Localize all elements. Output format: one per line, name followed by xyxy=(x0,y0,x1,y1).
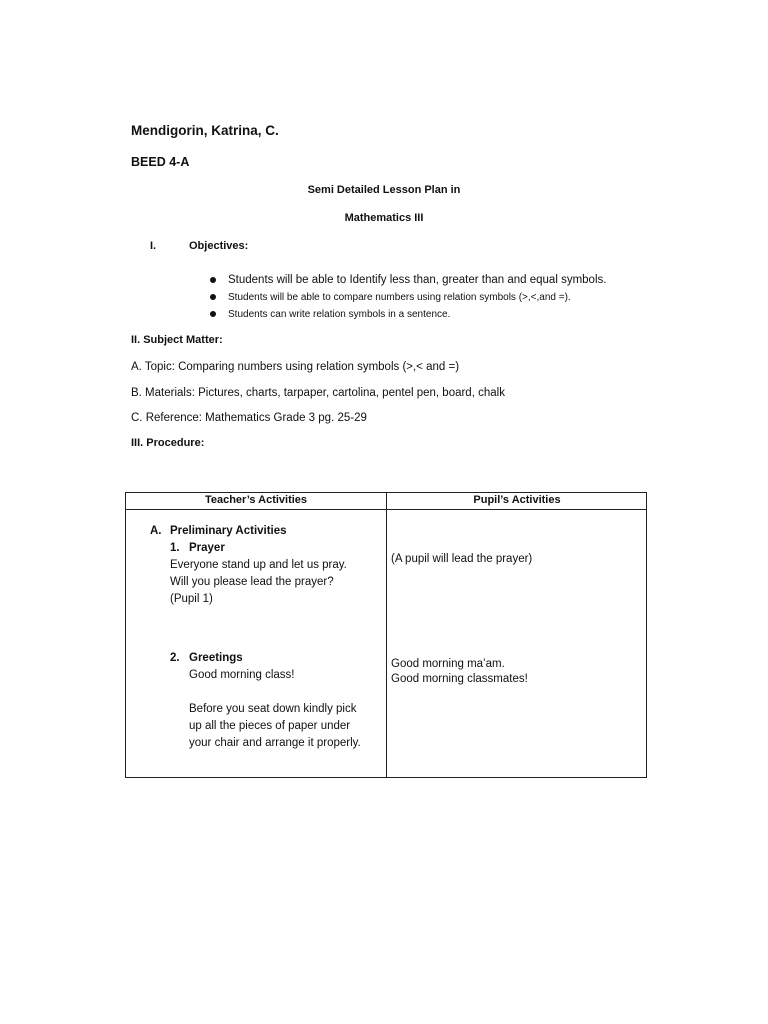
greetings-number: 2. xyxy=(170,652,180,664)
objective-item xyxy=(208,306,606,323)
instruction-line: up all the pieces of paper under xyxy=(189,720,351,732)
instruction-line: your chair and arrange it properly. xyxy=(189,737,361,749)
objectives-numeral: I. xyxy=(150,240,157,252)
prayer-line: Everyone stand up and let us pray. xyxy=(170,559,347,571)
column-divider xyxy=(386,493,387,777)
pupil-greeting-response: Good morning classmates! xyxy=(391,673,528,685)
class-section: BEED 4-A xyxy=(131,155,190,169)
greeting-line: Good morning class! xyxy=(189,669,295,681)
objective-item xyxy=(208,289,606,306)
objectives-list xyxy=(208,272,606,323)
prayer-line: Will you please lead the prayer? xyxy=(170,576,334,588)
topic-line: A. Topic: Comparing numbers using relation symbols (>,< and =) xyxy=(131,361,460,373)
instruction-line: Before you seat down kindly pick xyxy=(189,703,357,715)
subject-matter-heading: II. Subject Matter: xyxy=(131,334,223,346)
reference-line: C. Reference: Mathematics Grade 3 pg. 25-29 xyxy=(131,412,367,424)
objectives-heading: Objectives: xyxy=(189,240,249,252)
prayer-line: (Pupil 1) xyxy=(170,593,213,605)
section-letter: A. xyxy=(150,525,162,537)
objective-item xyxy=(208,272,606,289)
bullet-icon xyxy=(210,277,216,283)
procedure-heading: III. Procedure: xyxy=(131,437,205,449)
prayer-number: 1. xyxy=(170,542,180,554)
author-name: Mendigorin, Katrina, C. xyxy=(131,123,279,138)
activities-table xyxy=(125,492,647,778)
lesson-plan-subject: Mathematics III xyxy=(344,212,424,224)
prayer-title: Prayer xyxy=(189,542,225,554)
pupil-column-header: Pupil’s Activities xyxy=(473,494,561,506)
teacher-column-header: Teacher’s Activities xyxy=(204,494,308,506)
objective-text: Students will be able to compare numbers using relation symbols (>,<,and =). xyxy=(228,292,571,303)
objective-text: Students can write relation symbols in a sentence. xyxy=(228,309,451,320)
objective-text: Students will be able to Identify less than, greater than and equal symbols. xyxy=(228,274,607,286)
section-title: Preliminary Activities xyxy=(170,525,287,537)
greetings-title: Greetings xyxy=(189,652,243,664)
lesson-plan-title: Semi Detailed Lesson Plan in xyxy=(307,184,461,196)
materials-line: B. Materials: Pictures, charts, tarpaper, cartolina, pentel pen, board, chalk xyxy=(131,387,505,399)
pupil-greeting-response: Good morning ma’am. xyxy=(391,658,505,670)
pupil-prayer-response: (A pupil will lead the prayer) xyxy=(391,553,533,565)
bullet-icon xyxy=(210,311,216,317)
bullet-icon xyxy=(210,294,216,300)
